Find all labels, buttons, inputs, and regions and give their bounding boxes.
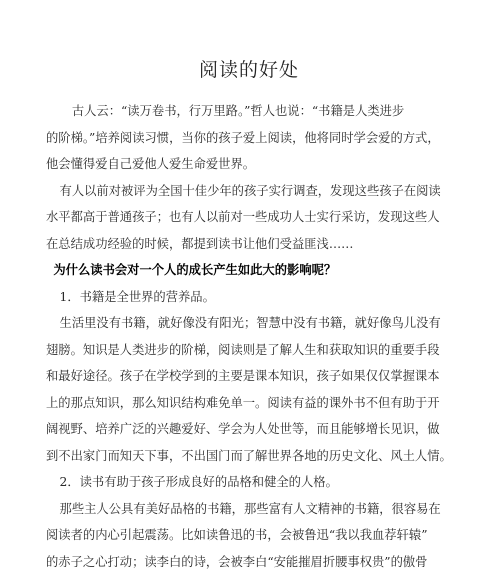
section-heading: [46, 257, 458, 284]
text-line: 阅读者的内心引起震荡。比如读鲁迅的书，会被鲁迅“我以我血荐轩辕”: [46, 522, 458, 549]
text-line: 和最好途径。孩子在学校学到的主要是课本知识，孩子如果仅仅掌握课本: [46, 363, 458, 390]
text-line: 2．读书有助于孩子形成良好的品格和健全的人格。: [46, 469, 458, 496]
text-line: 古人云：“读万卷书，行万里路。”哲人也说：“书籍是人类进步: [46, 98, 458, 125]
text-line: 的阶梯。”培养阅读习惯，当你的孩子爱上阅读，他将同时学会爱的方式，: [46, 125, 458, 152]
point-1-heading: [46, 284, 458, 311]
survey-paragraph: [46, 178, 458, 258]
text-line: 有人以前对被评为全国十佳少年的孩子实行调查，发现这些孩子在阅读: [46, 178, 458, 205]
point-2-body: [46, 496, 458, 575]
text-line: 到不出家门而知天下事，不出国门而了解世界各地的历史文化、风土人情。: [46, 443, 458, 470]
point-1-body: [46, 310, 458, 469]
text-line: 生活里没有书籍，就好像没有阳光；智慧中没有书籍，就好像鸟儿没有: [46, 310, 458, 337]
intro-paragraph: [46, 98, 458, 178]
document-title: 阅读的好处: [46, 55, 458, 82]
text-line: 他会懂得爱自己爱他人爱生命爱世界。: [46, 151, 458, 178]
text-line: 在总结成功经验的时候，都提到读书让他们受益匪浅……: [46, 231, 458, 258]
text-line: 那些主人公具有美好品格的书籍，那些富有人文精神的书籍，很容易在: [46, 496, 458, 523]
text-line: 上的那点知识，那么知识结构难免单一。阅读有益的课外书不但有助于开: [46, 390, 458, 417]
text-line: 阔视野、培养广泛的兴趣爱好、学会为人处世等，而且能够增长见识，做: [46, 416, 458, 443]
text-line: 的赤子之心打动；读李白的诗，会被李白“安能摧眉折腰事权贵”的傲骨: [46, 549, 458, 575]
point-2-heading: [46, 469, 458, 496]
text-line: 水平都高于普通孩子；也有人以前对一些成功人士实行采访，发现这些人: [46, 204, 458, 231]
text-line: 1．书籍是全世界的营养品。: [46, 284, 458, 311]
text-line: 翅膀。知识是人类进步的阶梯，阅读则是了解人生和获取知识的重要手段: [46, 337, 458, 364]
heading-text: 为什么读书会对一个人的成长产生如此大的影响呢？: [46, 257, 458, 284]
